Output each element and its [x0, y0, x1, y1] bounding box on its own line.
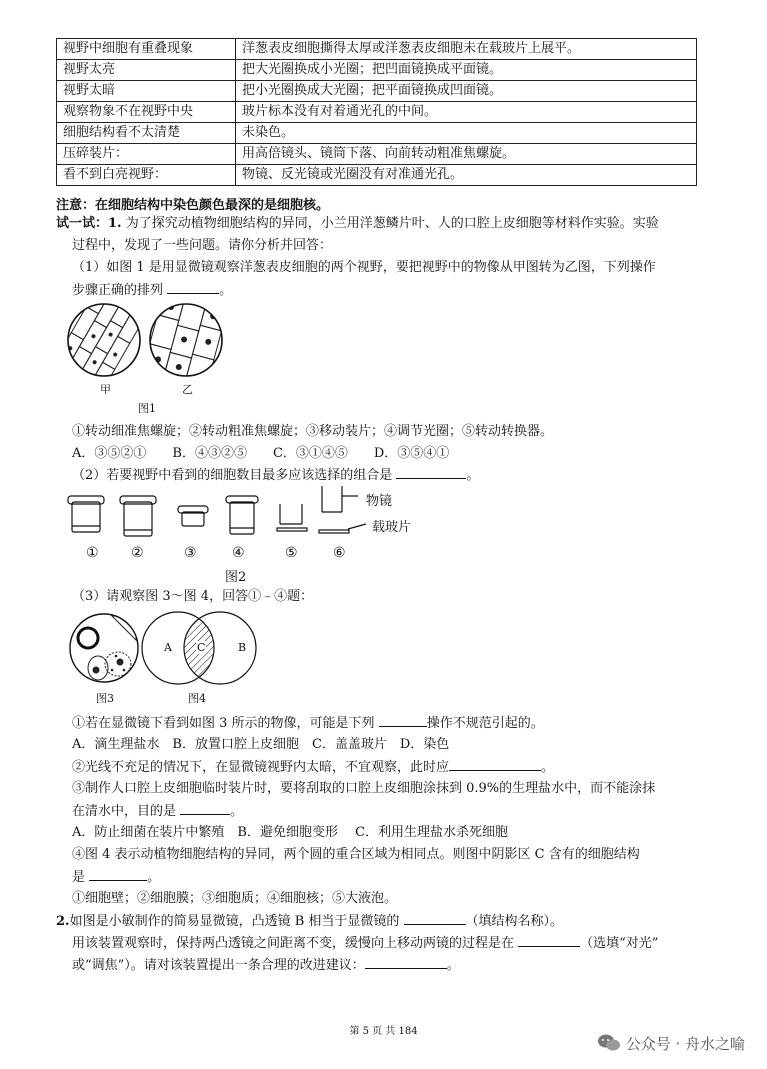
q1-label: 试一试：1. [56, 216, 122, 231]
watermark [598, 1033, 745, 1054]
cause-cell: 洋葱表皮细胞撕得太厚或洋葱表皮细胞未在载玻片上展平。 [236, 39, 697, 60]
q1-sub1-end: 操作不规范引起的。 [426, 716, 544, 731]
q1-sub2-line [72, 758, 554, 777]
q1-p1-line2 [72, 281, 232, 300]
objective-near-slide-5 [277, 504, 307, 531]
watermark-text: 公众号 · 舟水之喻 [625, 1035, 745, 1053]
q2-line1-end: （填结构名称）。 [465, 914, 564, 929]
cause-cell: 把大光圈换成小光圈；把凹面镜换成平面镜。 [236, 60, 697, 81]
q1-sub2-end: 。 [541, 760, 555, 775]
troubleshooting-table [56, 38, 697, 186]
objective-4 [226, 496, 258, 534]
answer-blank-sub2[interactable] [449, 758, 541, 771]
q1-sub4-line1: ④图 4 表示动植物细胞结构的异同，两个圆的重合区域为相同点。则图中阴影区 C 含有的细胞结构 [72, 847, 640, 862]
q1-sub3-line1: ③制作人口腔上皮细胞临时装片时，要将刮取的口腔上皮细胞涂抹到 0.9%的生理盐水中，而不能涂抹 [72, 781, 656, 796]
q1-sub4-line2 [72, 868, 160, 887]
q1-sub3-text: 在清水中，目的是 [72, 804, 177, 819]
cause-cell: 用高倍镜头、镜筒下落、向前转动粗准焦螺旋。 [236, 144, 697, 165]
table-row [57, 123, 697, 144]
q1-sub3-end: 。 [230, 804, 244, 819]
figure-1-yi-label: 乙 [182, 383, 193, 396]
q1-stem-line2: 过程中，发现了一些问题。请你分析并回答： [72, 238, 333, 253]
answer-blank-sub3[interactable] [180, 802, 230, 815]
answer-blank-q2-2[interactable] [518, 934, 580, 947]
problem-cell: 细胞结构看不太清楚 [57, 123, 236, 144]
figure-1-jia-label: 甲 [100, 383, 111, 396]
q1-sub1-choices: A．滴生理盐水 B．放置口腔上皮细胞 C．盖盖玻片 D．染色 [72, 737, 450, 752]
figure-2-number: ⑤ [285, 545, 298, 561]
table-row [57, 81, 697, 102]
table-row [57, 165, 697, 186]
q1-p1-line1: （1）如图 1 是用显微镜观察洋葱表皮细胞的两个视野，要把视野中的物像从甲图转为乙图，下列操作 [72, 260, 656, 275]
q2-line3-end: 。 [446, 958, 460, 973]
q1-p2-end: 。 [466, 468, 480, 483]
cause-cell: 把小光圈换成大光圈；把平面镜换成凹面镜。 [236, 81, 697, 102]
cause-cell: 未染色。 [236, 123, 697, 144]
problem-cell: 看不到白亮视野： [57, 165, 236, 186]
q2-line3 [72, 956, 460, 975]
table-row [57, 39, 697, 60]
cause-cell: 玻片标本没有对着通光孔的中间。 [236, 102, 697, 123]
q2-line2 [72, 934, 658, 953]
venn-label-a: A [164, 641, 172, 654]
q2-line2-text: 用该装置观察时，保持两凸透镜之间距离不变，缓慢向上移动两镜的过程是在 [72, 936, 515, 951]
answer-blank-sub1[interactable] [379, 714, 427, 727]
q2-line1-text: 如图是小敏制作的简易显微镜，凸透镜 B 相当于显微镜的 [69, 914, 400, 929]
problem-cell: 视野太暗 [57, 81, 236, 102]
problem-cell: 视野中细胞有重叠现象 [57, 39, 236, 60]
q1-sub4-options: ①细胞壁；②细胞膜；③细胞质；④细胞核；⑤大液泡。 [72, 891, 398, 906]
figure-3-caption: 图3 [96, 692, 114, 705]
q1-p1-options: ①转动细准焦螺旋；②转动粗准焦螺旋；③移动装片；④调节光圈；⑤转动转换器。 [72, 424, 554, 439]
venn-label-b: B [238, 641, 247, 654]
q1-sub1-line [72, 714, 544, 733]
eyepiece-1 [68, 496, 104, 532]
q1-stem-line1 [56, 215, 659, 233]
note-text: 注意：在细胞结构中染色颜色最深的是细胞核。 [56, 198, 330, 213]
answer-blank-q2-3[interactable] [365, 956, 447, 969]
figure-2-objective-label: 物镜 [366, 494, 393, 509]
q1-p2-line [72, 466, 479, 485]
problem-cell: 视野太亮 [57, 60, 236, 81]
figure-2-number: ⑥ [333, 545, 346, 561]
figure-2-number: ② [131, 545, 144, 561]
answer-blank-q2-1[interactable] [404, 912, 466, 925]
figure-2-number: ③ [184, 545, 197, 561]
figure-2-caption: 图2 [225, 570, 247, 585]
answer-blank-sub4[interactable] [89, 868, 147, 881]
q1-p1-choices: A．③⑤②① B．④③②⑤ C．③①④⑤ D．③⑤④① [72, 446, 450, 461]
figure-4-caption: 图4 [188, 692, 206, 705]
figure-1-caption: 图1 [138, 402, 156, 415]
figure-1-yi-view [142, 302, 229, 391]
answer-blank-p2[interactable] [396, 466, 466, 479]
figure-2-number: ① [86, 545, 99, 561]
wechat-icon [598, 1034, 620, 1052]
q1-sub3-choices: A．防止细菌在装片中繁殖 B．避免细胞变形 C．利用生理盐水杀死细胞 [72, 825, 509, 840]
q2-line1 [56, 912, 563, 931]
q1-sub4-end: 。 [147, 870, 161, 885]
table-row [57, 102, 697, 123]
q1-stem-text: 为了探究动植物细胞结构的异同，小兰用洋葱鳞片叶、人的口腔上皮细胞等材料作实验。实验 [125, 216, 659, 231]
q2-line2-end: （选填“对光” [580, 936, 659, 951]
table-row [57, 144, 697, 165]
objective-3 [178, 506, 208, 526]
q1-p2-text: （2）若要视野中看到的细胞数目最多应该选择的组合是 [72, 468, 393, 483]
figure-2-number: ④ [232, 545, 245, 561]
problem-cell: 压碎装片： [57, 144, 236, 165]
objective-far-slide-6 [319, 486, 349, 533]
q1-sub1-text: ①若在显微镜下看到如图 3 所示的物像，可能是下列 [72, 716, 375, 731]
eyepiece-2 [120, 496, 156, 536]
q2-line3-text: 或“调焦”）。请对该装置提出一条合理的改进建议： [72, 958, 365, 973]
q1-p1-end: 。 [219, 283, 233, 298]
table-row [57, 60, 697, 81]
slide-pointer-line [348, 524, 366, 529]
q1-sub3-line2 [72, 802, 243, 821]
venn-label-c: C [197, 641, 206, 654]
q1-sub2-text: ②光线不充足的情况下，在显微镜视野内太暗，不宜观察，此时应 [72, 760, 450, 775]
q1-sub4-text: 是 [72, 870, 86, 885]
figure-1 [66, 302, 236, 414]
q2-label: 2. [56, 914, 70, 929]
q1-p3-line: （3）请观察图 3～图 4，回答①﹣④题： [72, 589, 314, 604]
figure-2-slide-label: 载玻片 [372, 520, 412, 535]
answer-blank-p1[interactable] [167, 281, 219, 294]
page-footer: 第 5 页 共 184 [349, 1026, 418, 1037]
cause-cell: 物镜、反光镜或光圈没有对准通光孔。 [236, 165, 697, 186]
problem-cell: 观察物象不在视野中央 [57, 102, 236, 123]
figure-3-view [70, 614, 138, 682]
q1-p1-text: 步骤正确的排列 [72, 283, 164, 298]
